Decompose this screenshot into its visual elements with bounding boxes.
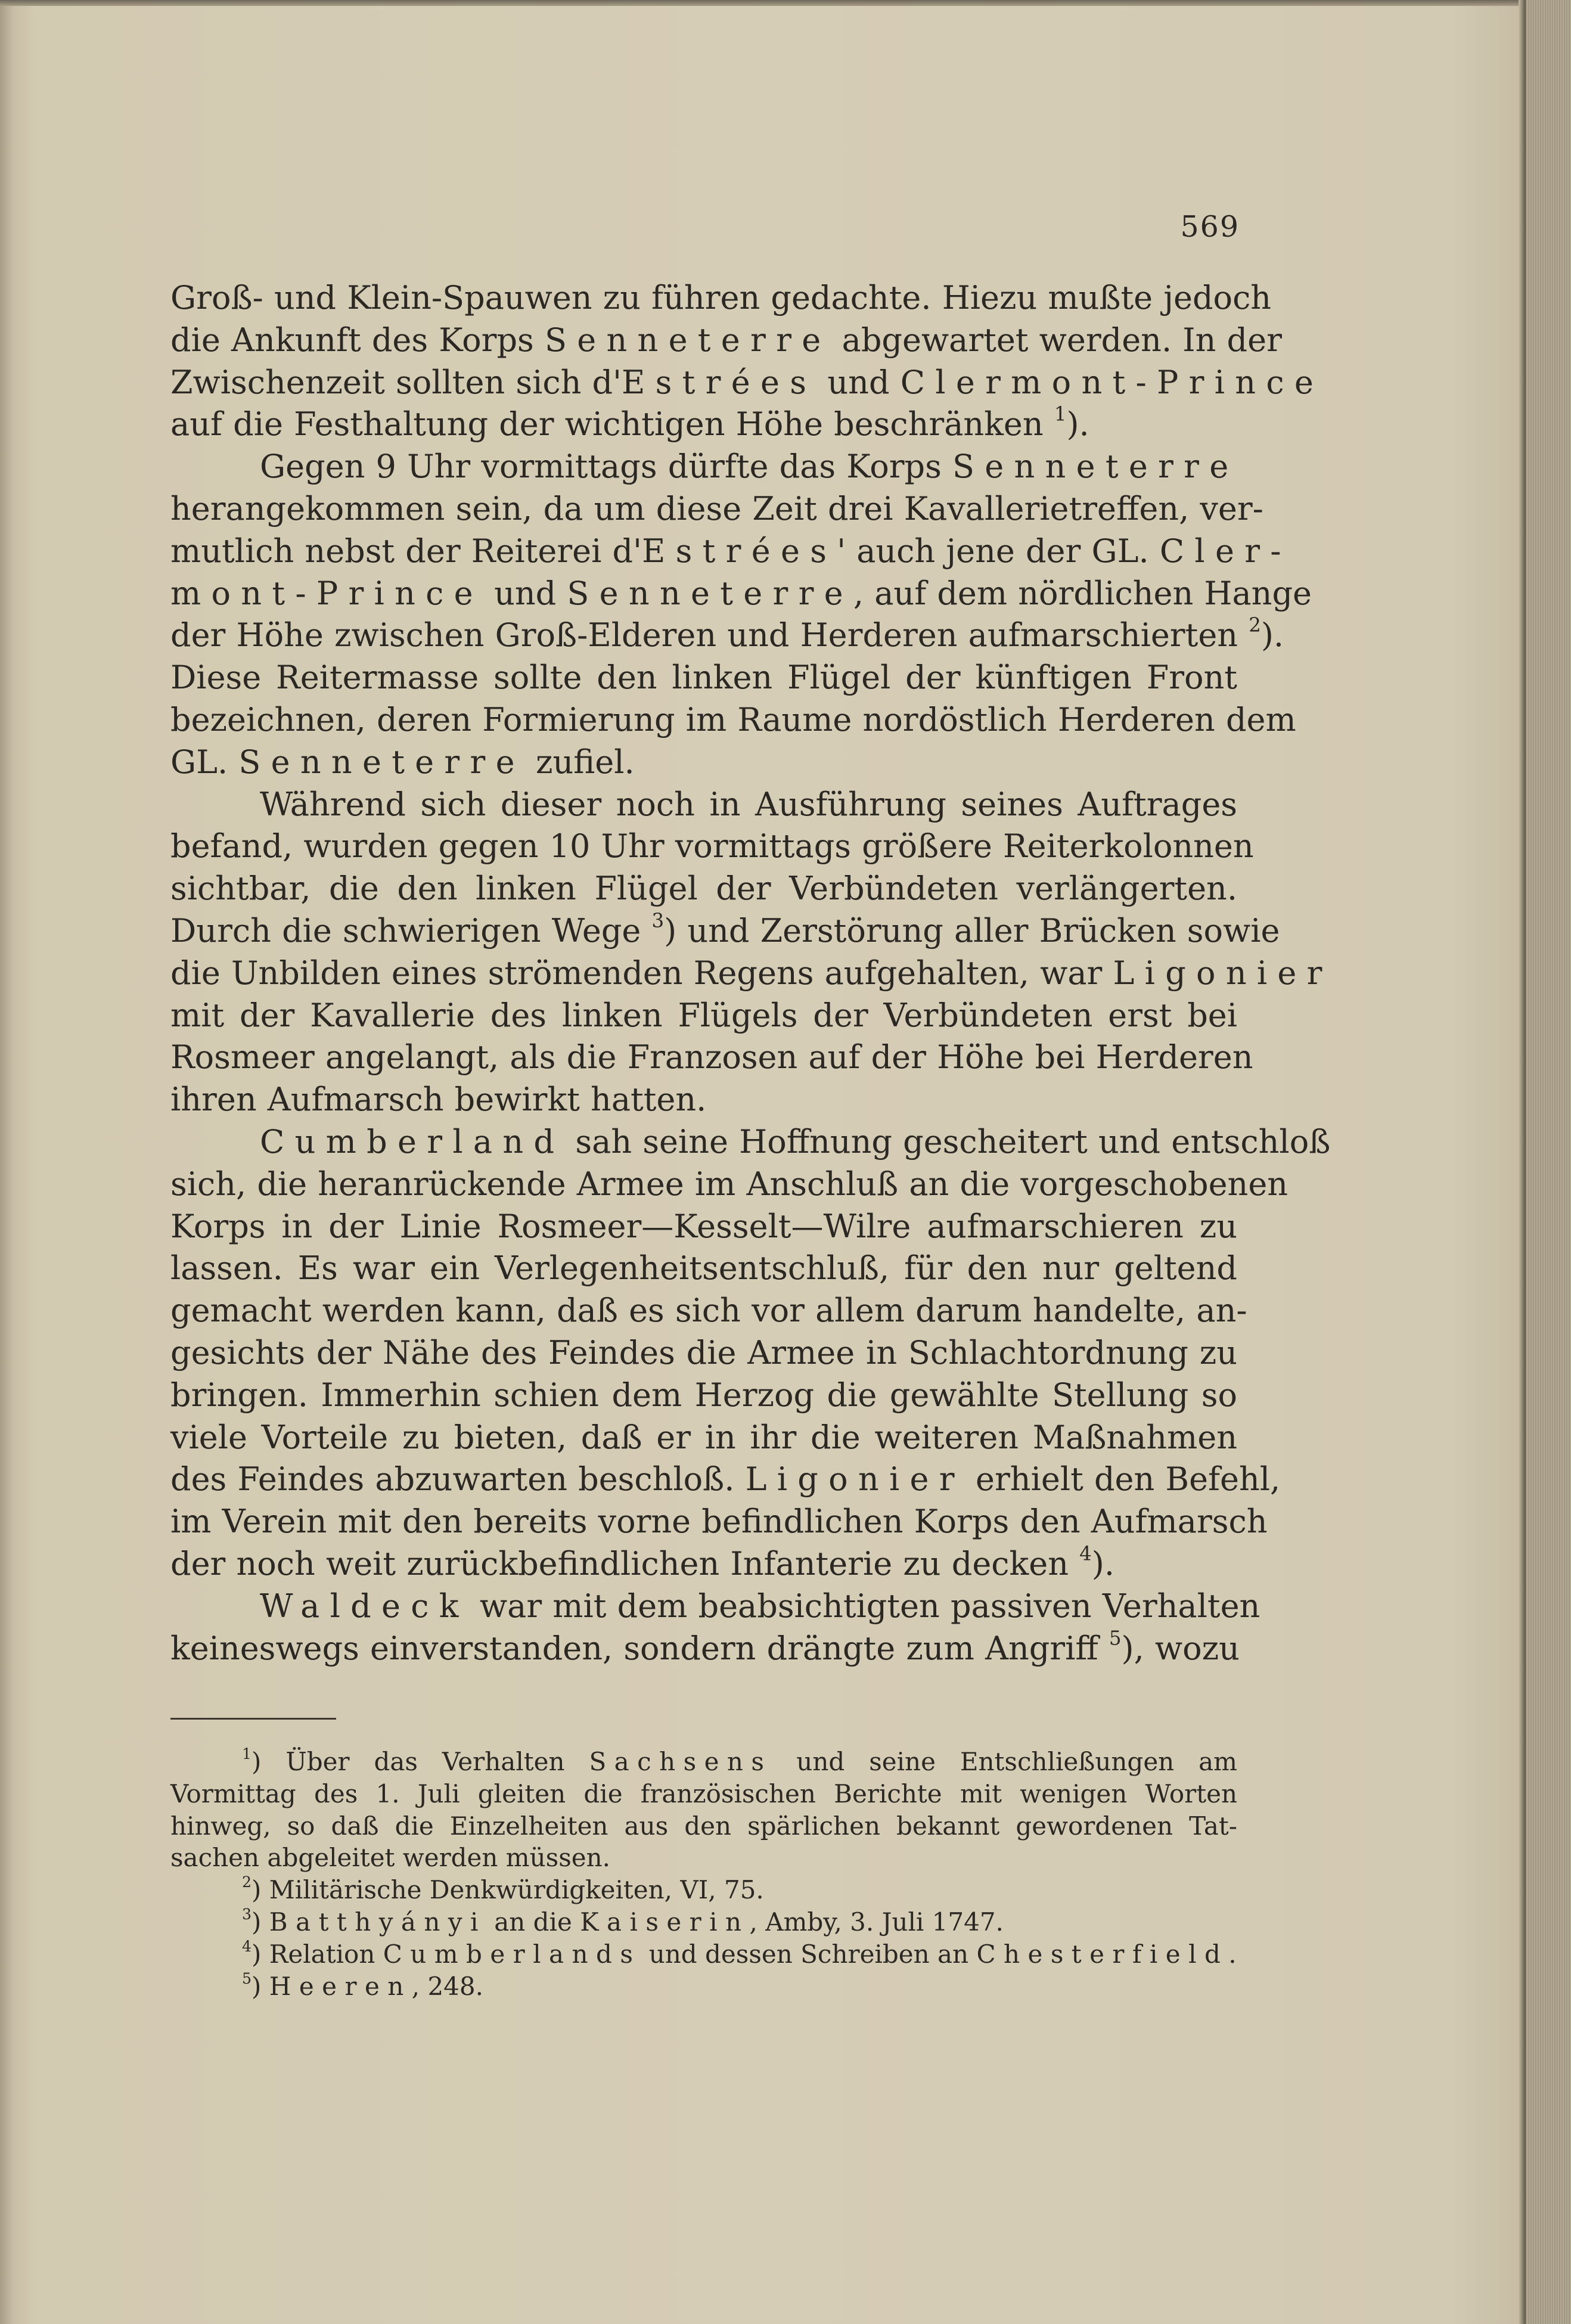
text-line: im Verein mit den bereits vorne befindlichen Korps den Aufmarsch bbox=[170, 1503, 1268, 1541]
footnote-ref: 3 bbox=[651, 909, 665, 932]
text-line: die Ankunft des Korps Senneterre abgewartet werden. In der bbox=[170, 321, 1282, 359]
text-line: mit der Kavallerie des linken Flügels der Verbündeten erst bei bbox=[170, 996, 1237, 1034]
text-line: bezeichnen, deren Formierung im Raume nordöstlich Herderen dem bbox=[170, 700, 1296, 739]
text-line: sich, die heranrückende Armee im Anschluß an die vorgeschobenen bbox=[170, 1165, 1289, 1203]
footnotes bbox=[170, 1746, 1237, 2002]
text-line: Korps in der Linie Rosmeer—Kesselt—Wilre aufmarschieren zu bbox=[170, 1207, 1237, 1245]
footnote-line: hinweg, so daß die Einzelheiten aus den spärlichen bekannt gewordenen Tat- bbox=[170, 1811, 1237, 1841]
text-line: Durch die schwierigen Wege $^3$) und Zerstörung aller Brücken sowie bbox=[170, 909, 1280, 950]
text-line: keineswegs einverstanden, sondern drängte zum Angriff $^5$), wozu bbox=[170, 1627, 1240, 1667]
text-line: Groß- und Klein-Spauwen zu führen gedachte. Hiezu mußte jedoch bbox=[170, 279, 1272, 317]
footnote-ref: 4 bbox=[1079, 1542, 1092, 1565]
text-line: Rosmeer angelangt, als die Franzosen auf der Höhe bei Herderen bbox=[170, 1038, 1253, 1076]
text-line: Waldeck war mit dem beabsichtigten passiven Verhalten bbox=[260, 1587, 1260, 1625]
page-top-edge bbox=[0, 0, 1571, 6]
text-line: sichtbar, die den linken Flügel der Verbündeten verlängerten. bbox=[170, 870, 1237, 908]
text-line: die Unbilden eines strömenden Regens aufgehalten, war Ligonier bbox=[170, 954, 1333, 992]
page-number: 569 bbox=[1180, 210, 1240, 244]
text-line: der noch weit zurückbefindlichen Infanterie zu decken $^4$). bbox=[170, 1542, 1114, 1583]
book-spine-edge bbox=[1526, 0, 1571, 2324]
footnote-line: Vormittag des 1. Juli gleiten die französischen Berichte mit wenigen Worten bbox=[170, 1779, 1237, 1808]
footnote-line: $^3$) Batthyányi an die Kaiserin, Amby, 3. Juli 1747. bbox=[242, 1906, 1004, 1937]
text-line: herangekommen sein, da um diese Zeit drei Kavallerietreffen, ver- bbox=[170, 489, 1263, 528]
text-line: gemacht werden kann, daß es sich vor allem darum handelte, an- bbox=[170, 1292, 1247, 1330]
text-line: bringen. Immerhin schien dem Herzog die gewählte Stellung so bbox=[170, 1376, 1237, 1414]
text-line: Gegen 9 Uhr vormittags dürfte das Korps Senneterre bbox=[260, 448, 1239, 486]
text-line: gesichts der Nähe des Feindes die Armee in Schlachtordnung zu bbox=[170, 1333, 1237, 1372]
text-line: Diese Reitermasse sollte den linken Flügel der künftigen Front bbox=[170, 659, 1237, 697]
footnote-ref: 2 bbox=[1249, 614, 1261, 637]
text-line: Zwischenzeit sollten sich d'Estrées und Clermont-Prince bbox=[170, 363, 1324, 401]
text-line: mutlich nebst der Reiterei d'Estrées' auch jene der GL. Cler- bbox=[170, 532, 1291, 570]
footnote-line: sachen abgeleitet werden müssen. bbox=[170, 1843, 611, 1873]
text-line: GL. Senneterre zufiel. bbox=[170, 743, 635, 781]
footnote-line: $^4$) Relation Cumberlands und dessen Schreiben an Chesterfield. bbox=[242, 1937, 1237, 1969]
text-line: Während sich dieser noch in Ausführung seines Auftrages bbox=[260, 785, 1237, 823]
text-line: Cumberland sah seine Hoffnung gescheitert und entschloß bbox=[260, 1122, 1331, 1161]
text-line: befand, wurden gegen 10 Uhr vormittags größere Reiterkolonnen bbox=[170, 827, 1254, 865]
body-text bbox=[170, 277, 1333, 1670]
footnote-ref: 5 bbox=[1109, 1627, 1122, 1650]
footnote-line: $^1$) Über das Verhalten Sachsens und seine Entschließungen am bbox=[242, 1745, 1237, 1776]
footnote-line: $^2$) Militärische Denkwürdigkeiten, VI, 75. bbox=[242, 1873, 764, 1905]
text-line: viele Vorteile zu bieten, daß er in ihr die weiteren Maßnahmen bbox=[170, 1418, 1237, 1456]
text-line: ihren Aufmarsch bewirkt hatten. bbox=[170, 1081, 707, 1119]
text-line: des Feindes abzuwarten beschloß. Ligonier erhielt den Befehl, bbox=[170, 1460, 1281, 1498]
text-line: der Höhe zwischen Groß-Elderen und Herderen aufmarschierten $^2$). bbox=[170, 614, 1284, 654]
footnote-divider bbox=[170, 1718, 336, 1720]
footnote-line: $^5$) Heeren, 248. bbox=[242, 1969, 483, 2001]
footnote-ref: 1 bbox=[1054, 403, 1067, 426]
text-line: mont-Prince und Senneterre, auf dem nördlichen Hange bbox=[170, 574, 1312, 612]
text-line: lassen. Es war ein Verlegenheitsentschluß, für den nur geltend bbox=[170, 1249, 1237, 1287]
text-line: auf die Festhaltung der wichtigen Höhe beschränken $^1$). bbox=[170, 403, 1089, 443]
